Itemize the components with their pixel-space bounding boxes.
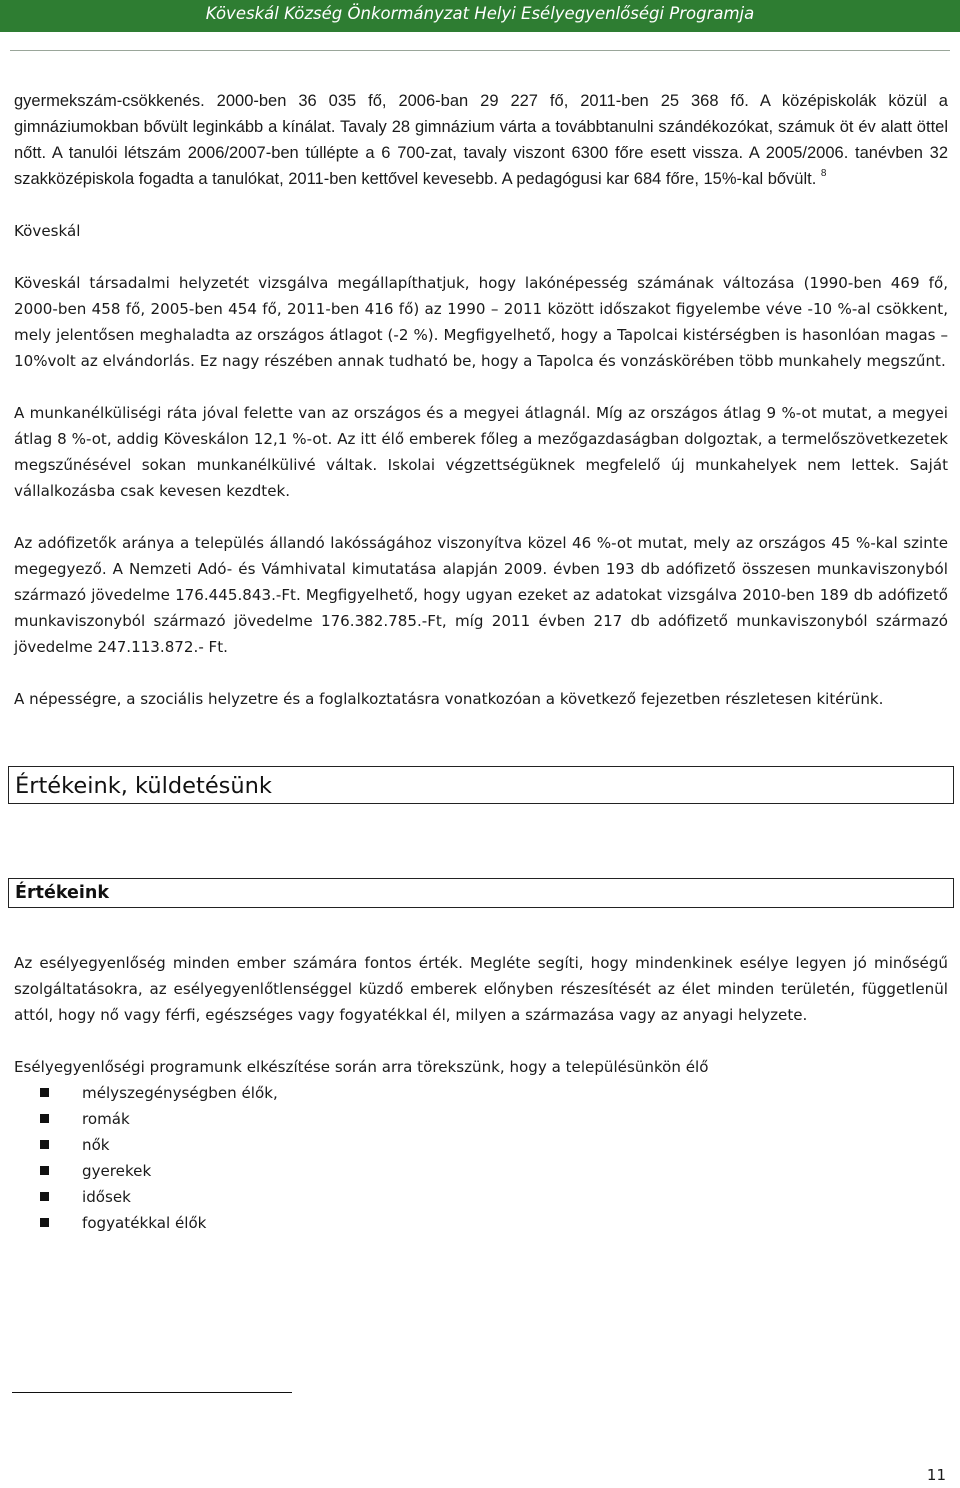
paragraph-equal-opportunity: Az esélyegyenlőség minden ember számára fontos érték. Megléte segíti, hogy mindenkinek esélye legyen jó minőségű szolgáltatásokra, az esélyegyenlőtlenséggel küzdő emberek előnyben részesítését az élet minden területén, függetlenül attól, hogy nő vagy férfi, egészséges vagy fogyatékkal él, milyen a származása vagy az anyagi helyzete.: [14, 954, 948, 1024]
footnote-separator: [12, 1392, 292, 1393]
section-heading-koveskal: Köveskál: [14, 222, 81, 240]
list-item-text: romák: [82, 1110, 130, 1128]
list-item: [14, 1106, 948, 1132]
list-item: [14, 1184, 948, 1210]
document-title: Köveskál Község Önkormányzat Helyi Esélyegyenlőségi Programja: [205, 4, 755, 23]
square-bullet-icon: [40, 1166, 49, 1175]
subheading-values: Értékeink: [15, 883, 109, 903]
square-bullet-icon: [40, 1114, 49, 1123]
chapter-title-box: [8, 766, 954, 804]
page-content: [14, 88, 948, 1236]
page-header: [0, 0, 960, 32]
header-divider: [10, 50, 950, 51]
paragraph-unemployment: A munkanélküliségi ráta jóval felette van az országos és a megyei átlagnál. Míg az országos átlag 9 %-ot mutat, a megyei átlag 8 %-ot, addig Köveskálon 12,1 %-ot. Az itt élő emberek főleg a mezőgazdaságban dolgoztak, a termelőszövetkezetek megszűnésével sokan munkanélkülivé váltak. Iskolai végzettségüknek megfelelő új munkahelyek nem lettek. Saját vállalkozásba csak kevesen kezdtek.: [14, 404, 948, 500]
list-item: [14, 1080, 948, 1106]
paragraph-taxpayers: Az adófizetők aránya a település állandó lakósságához viszonyítva közel 46 %-ot mutat, mely az országos 45 %-kal szinte megegyező. A Nemzeti Adó- és Vámhivatal kimutatása alapján 2009. évben 193 db adófizető összesen munkaviszonyból származó jövedelme 176.445.843.-Ft. Megfigyelhető, hogy ugyan ezeket az adatokat vizsgálva 2010-ben 189 db adófizető munkaviszonyból származó jövedelme 176.382.785.-Ft, míg 2011 évben 217 db adófizető munkaviszonyból származó jövedelme 247.113.872.- Ft.: [14, 534, 948, 656]
chapter-title: Értékeink, küldetésünk: [15, 773, 272, 799]
square-bullet-icon: [40, 1192, 49, 1201]
list-intro: Esélyegyenlőségi programunk elkészítése során arra törekszünk, hogy a településünkön élő: [14, 1058, 709, 1076]
page-number: 11: [926, 1466, 946, 1484]
footnote-reference[interactable]: 8: [820, 167, 827, 179]
list-item-text: idősek: [82, 1188, 131, 1206]
square-bullet-icon: [40, 1140, 49, 1149]
list-item: [14, 1158, 948, 1184]
square-bullet-icon: [40, 1088, 49, 1097]
target-groups-list: [14, 1080, 948, 1236]
intro-text: gyermekszám-csökkenés. 2000-ben 36 035 fő, 2006-ban 29 227 fő, 2011-ben 25 368 fő. A középiskolák közül a gimnáziumokban bővült leginkább a kínálat. Tavaly 28 gimnázium várta a továbbtanulni szándékozókat, számuk öt év alatt öttel nőtt. A tanulói létszám 2006/2007-ben túllépte a 6 700-zat, tavaly viszont 6300 főre esett vissza. A 2005/2006. tanévben 32 szakközépiskola fogadta a tanulókat, 2011-ben kettővel kevesebb. A pedagógusi kar 684 főre, 15%-kal bővült.: [14, 92, 948, 188]
subheading-box: [8, 878, 954, 908]
list-item-text: gyerekek: [82, 1162, 152, 1180]
list-item-text: nők: [82, 1136, 110, 1154]
list-item: [14, 1210, 948, 1236]
list-item-text: fogyatékkal élők: [82, 1214, 207, 1232]
paragraph-population: Köveskál társadalmi helyzetét vizsgálva megállapíthatjuk, hogy lakónépesség számának változása (1990-ben 469 fő, 2000-ben 458 fő, 2005-ben 454 fő, 2011-ben 416 fő) az 1990 – 2011 között időszakot figyelembe véve -10 %-al csökkent, mely jelentősen meghaladta az országos átlagot (-2 %). Megfigyelhető, hogy a Tapolcai kistérségben is hasonlóan magas – 10%volt az elvándorlás. Ez nagy részében annak tudható be, hogy a Tapolca és vonzáskörében több munkahely megszűnt.: [14, 274, 948, 370]
list-item: [14, 1132, 948, 1158]
square-bullet-icon: [40, 1218, 49, 1227]
paragraph-outlook: A népességre, a szociális helyzetre és a foglalkoztatásra vonatkozóan a következő fejezetben részletesen kitérünk.: [14, 690, 884, 708]
intro-paragraph: [14, 88, 948, 192]
list-item-text: mélyszegénységben élők,: [82, 1084, 278, 1102]
